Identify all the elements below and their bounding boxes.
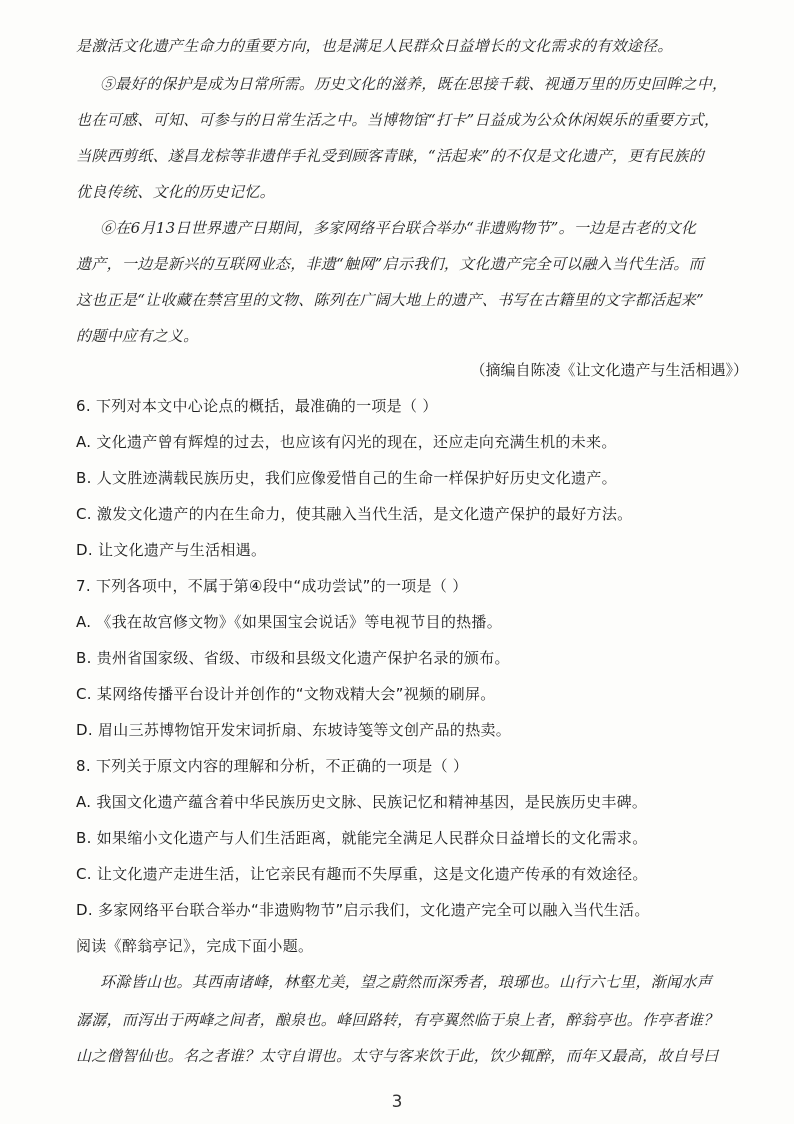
passage-line: 是激活文化遗产生命力的重要方向，也是满足人民群众日益增长的文化需求的有效途径。	[76, 37, 673, 55]
passage-line: ⑥在6月13日世界遗产日期间，多家网络平台联合举办“非遗购物节”。一边是古老的文化	[100, 219, 697, 237]
passage-line: 的题中应有之义。	[76, 327, 199, 345]
question-option: A. 《我在故宫修文物》《如果国宝会说话》等电视节目的热播。	[76, 613, 503, 631]
passage-line: ⑤最好的保护是成为日常所需。历史文化的滋养，既在思接千载、视通万里的历史回眸之中，	[100, 75, 728, 93]
page-number: 3	[391, 1092, 403, 1112]
question-option: B. 贵州省国家级、省级、市级和县级文化遗产保护名录的颁布。	[76, 649, 510, 667]
classical-text-line: 潺潺，而泻出于两峰之间者，酿泉也。峰回路转，有亭翼然临于泉上者，醉翁亭也。作亭者谁？	[76, 1011, 719, 1029]
question-option: C. 激发文化遗产的内在生命力，使其融入当代生活，是文化遗产保护的最好方法。	[76, 505, 633, 523]
passage-line: 优良传统、文化的历史记忆。	[76, 183, 275, 201]
passage-line: 也在可感、可知、可参与的日常生活之中。当博物馆“打卡”日益成为公众休闲娱乐的重要方式，	[76, 111, 720, 129]
classical-text-line: 山之僧智仙也。名之者谁？太守自谓也。太守与客来饮于此，饮少辄醉，而年又最高，故自号曰	[76, 1047, 719, 1065]
classical-text-line: 环滁皆山也。其西南诸峰，林壑尤美，望之蔚然而深秀者，琅琊也。山行六七里，渐闻水声	[100, 973, 713, 991]
question-option: B. 人文胜迹满载民族历史，我们应像爱惜自己的生命一样保护好历史文化遗产。	[76, 469, 617, 487]
question-option: C. 让文化遗产走进生活，让它亲民有趣而不失厚重，这是文化遗产传承的有效途径。	[76, 865, 648, 883]
question-stem: 6. 下列对本文中心论点的概括，最准确的一项是（ ）	[76, 397, 438, 415]
question-option: D. 多家网络平台联合举办“非遗购物节”启示我们，文化遗产完全可以融入当代生活。	[76, 901, 650, 919]
question-option: D. 让文化遗产与生活相遇。	[76, 541, 267, 559]
question-option: A. 我国文化遗产蕴含着中华民族历史文脉、民族记忆和精神基因，是民族历史丰碑。	[76, 793, 648, 811]
question-option: C. 某网络传播平台设计并创作的“文物戏精大会”视频的刷屏。	[76, 685, 496, 703]
passage-line: 遗产，一边是新兴的互联网业态，非遗“触网”启示我们，文化遗产完全可以融入当代生活。而	[76, 255, 704, 273]
passage-line: 这也正是“让收藏在禁宫里的文物、陈列在广阔大地上的遗产、书写在古籍里的文字都活起来”	[76, 291, 704, 309]
question-stem: 8. 下列关于原文内容的理解和分析，不正确的一项是（ ）	[76, 757, 469, 775]
reading-instruction: 阅读《醉翁亭记》，完成下面小题。	[76, 937, 314, 955]
question-option: A. 文化遗产曾有辉煌的过去，也应该有闪光的现在，还应走向充满生机的未来。	[76, 433, 617, 451]
passage-line: 当陕西剪纸、遂昌龙棕等非遗伴手礼受到顾客青睐，“活起来”的不仅是文化遗产，更有民族的	[76, 147, 704, 165]
question-option: D. 眉山三苏博物馆开发宋词折扇、东坡诗笺等文创产品的热卖。	[76, 721, 512, 739]
question-stem: 7. 下列各项中，不属于第④段中“成功尝试”的一项是（ ）	[76, 577, 468, 595]
question-option: B. 如果缩小文化遗产与人们生活距离，就能完全满足人民群众日益增长的文化需求。	[76, 829, 648, 847]
passage-source: （摘编自陈凌《让文化遗产与生活相遇》）	[470, 361, 748, 379]
